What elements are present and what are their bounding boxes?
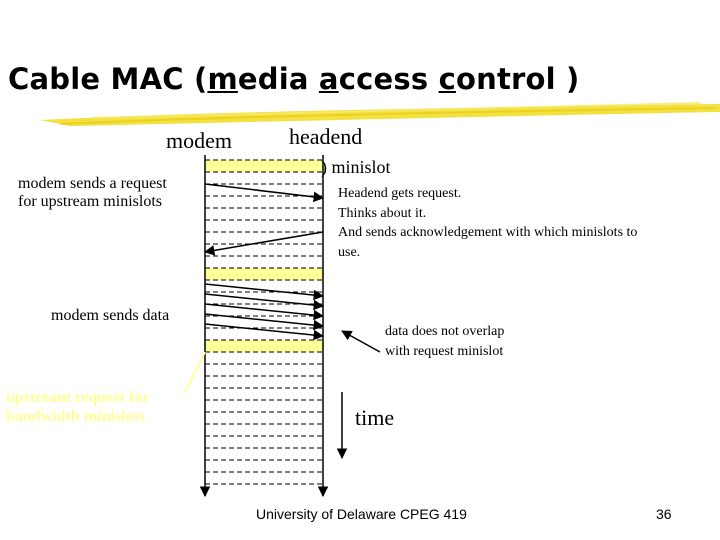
headend-note [338, 184, 637, 262]
minislot-request-note [6, 388, 149, 426]
page-number: 36 [656, 506, 672, 522]
yellow-pointer [185, 352, 205, 392]
headend-note-line: And sends acknowledgement with which minislots to [338, 225, 638, 240]
ack-arrow [205, 232, 323, 252]
overlap-pointer-arrow [342, 331, 380, 352]
overlap-note-line: data does not overlap [385, 324, 505, 339]
headend-note-line: Thinks about it. [338, 205, 427, 221]
overlap-note-line: with request minislot [385, 344, 504, 359]
modem-request-line: modem sends a request [18, 175, 167, 192]
footer-text: University of Delaware CPEG 419 [256, 506, 467, 522]
minislot-label: ) minislot [321, 157, 391, 177]
modem-data-label: modem sends data [51, 307, 170, 324]
minislot-request-note-line: bandwidth minislots [6, 408, 146, 425]
minislot-request-note-line: upstream request for [6, 389, 150, 406]
headend-label: headend [289, 124, 363, 149]
overlap-note [385, 322, 504, 362]
modem-label: modem [166, 128, 232, 153]
headend-note-line: Headend gets request. [338, 186, 462, 201]
time-label: time [355, 405, 395, 430]
headend-note-line: use. [338, 244, 361, 260]
modem-request-text [18, 175, 167, 211]
slide-title: Cable MAC (media access control ) [8, 62, 580, 96]
modem-request-line: for upstream minislots [18, 193, 162, 210]
slot-dashed-lines [205, 160, 323, 484]
